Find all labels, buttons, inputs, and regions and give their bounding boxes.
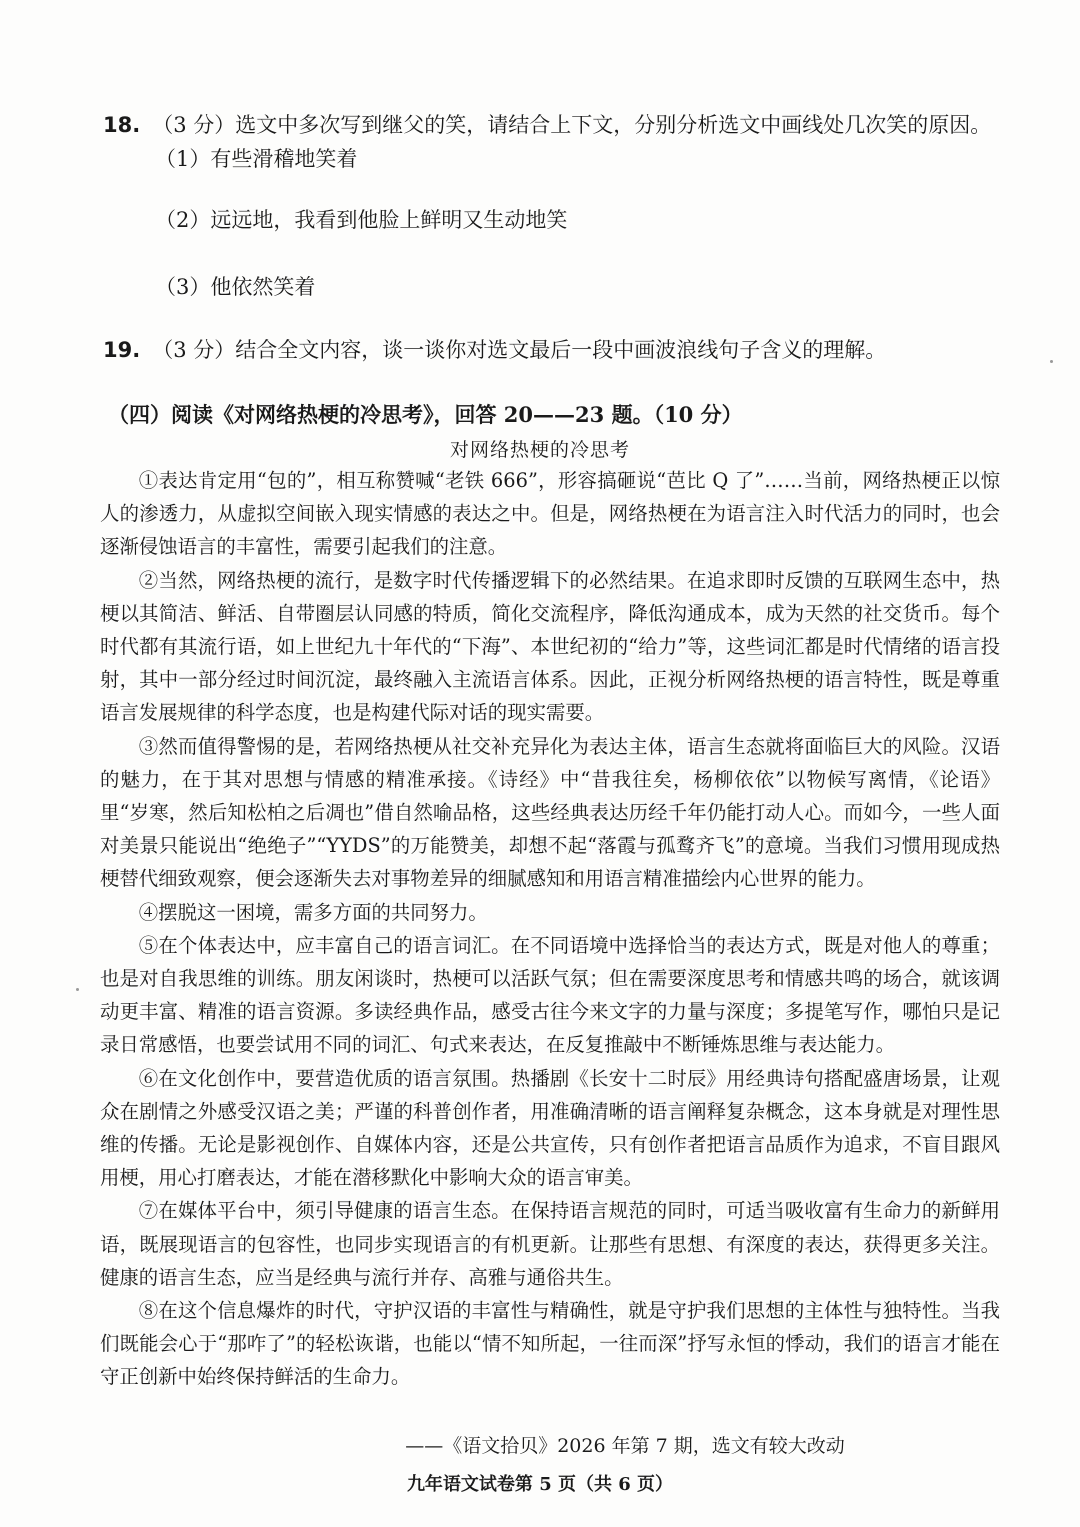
paragraph-5: ⑤在个体表达中，应丰富自己的语言词汇。在不同语境中选择恰当的表达方式，既是对他人的尊重；也是对自我思维的训练。朋友闲谈时，热梗可以活跃气氛；但在需要深度思考和情感共鸣的场合，就该调动更丰富、精准的语言资源。多读经典作品，感受古往今来文字的力量与深度；多提笔写作，哪怕只是记录日常感悟，也要尝试用不同的词汇、句式来表达，在反复推敲中不断锤炼思维与表达能力。 bbox=[100, 933, 1000, 1057]
scan-speck bbox=[76, 988, 79, 991]
question-18-item-2: （2）远远地，我看到他脸上鲜明又生动地笑 bbox=[155, 208, 568, 232]
question-text: （3 分）选文中多次写到继父的笑，请结合上下文，分别分析选文中画线处几次笑的原因。 bbox=[152, 113, 992, 137]
paragraph-2: ②当然，网络热梗的流行，是数字时代传播逻辑下的必然结果。在追求即时反馈的互联网生态中，热梗以其简洁、鲜活、自带圈层认同感的特质，简化交流程序，降低沟通成本，成为天然的社交货币。每个时代都有其流行语，如上世纪九十年代的“下海”、本世纪初的“给力”等，这些词汇都是时代情绪的语言投射，其中一部分经过时间沉淀，最终融入主流语言体系。因此，正视分析网络热梗的语言特性，既是尊重语言发展规律的科学态度，也是构建代际对话的现实需要。 bbox=[100, 568, 1000, 725]
question-18-item-3: （3）他依然笑着 bbox=[155, 275, 316, 299]
question-number: 18. bbox=[103, 113, 141, 137]
paragraph-8: ⑧在这个信息爆炸的时代，守护汉语的丰富性与精确性，就是守护我们思想的主体性与独特性。当我们既能会心于“那咋了”的轻松诙谐，也能以“情不知所起，一往而深”抒写永恒的悸动，我们的语言才能在守正创新中始终保持鲜活的生命力。 bbox=[100, 1299, 1000, 1389]
page-footer: 九年语文试卷第 5 页（共 6 页） bbox=[406, 1474, 674, 1495]
question-18 bbox=[103, 110, 991, 140]
paragraph-7: ⑦在媒体平台中，须引导健康的语言生态。在保持语言规范的同时，可适当吸收富有生命力的新鲜用语，既展现语言的包容性，也同步实现语言的有机更新。让那些有思想、有深度的表达，获得更多关注。健康的语言生态，应当是经典与流行并存、高雅与通俗共生。 bbox=[100, 1199, 1000, 1289]
question-19 bbox=[103, 335, 886, 365]
article-title: 对网络热梗的冷思考 bbox=[449, 439, 630, 461]
paragraph-6: ⑥在文化创作中，要营造优质的语言氛围。热播剧《长安十二时辰》用经典诗句搭配盛唐场景，让观众在剧情之外感受汉语之美；严谨的科普创作者，用准确清晰的语言阐释复杂概念，这本身就是对理性思维的传播。无论是影视创作、自媒体内容，还是公共宣传，只有创作者把语言品质作为追求，不盲目跟风用梗，用心打磨表达，才能在潜移默化中影响大众的语言审美。 bbox=[100, 1066, 1000, 1190]
question-text: （3 分）结合全文内容，谈一谈你对选文最后一段中画波浪线句子含义的理解。 bbox=[152, 338, 887, 362]
article-body bbox=[100, 464, 1000, 1394]
section-header: （四）阅读《对网络热梗的冷思考》，回答 20——23 题。（10 分） bbox=[108, 402, 743, 427]
paragraph-1: ①表达肯定用“包的”，相互称赞喊“老铁 666”，形容搞砸说“芭比 Q 了”……当前，网络热梗正以惊人的渗透力，从虚拟空间嵌入现实情感的表达之中。但是，网络热梗在为语言注入时代活力的同时，也会逐渐侵蚀语言的丰富性，需要引起我们的注意。 bbox=[100, 469, 1000, 559]
paragraph-4: ④摆脱这一困境，需多方面的共同努力。 bbox=[138, 900, 488, 924]
paragraph-3: ③然而值得警惕的是，若网络热梗从社交补充异化为表达主体，语言生态就将面临巨大的风险。汉语的魅力，在于其对思想与情感的精准承接。《诗经》中“昔我往矣，杨柳依依”以物候写离情，《论语》里“岁寒，然后知松柏之后凋也”借自然喻品格，这些经典表达历经千年仍能打动人心。而如今，一些人面对美景只能说出“绝绝子”“YYDS”的万能赞美，却想不起“落霞与孤鹜齐飞”的意境。当我们习惯用现成热梗替代细致观察，便会逐渐失去对事物差异的细腻感知和用语言精准描绘内心世界的能力。 bbox=[100, 734, 1000, 891]
question-number: 19. bbox=[103, 338, 141, 362]
question-18-item-1: （1）有些滑稽地笑着 bbox=[155, 147, 358, 171]
article-source: ——《语文拾贝》2026 年第 7 期，选文有较大改动 bbox=[405, 1435, 845, 1457]
scan-speck bbox=[1050, 360, 1053, 363]
